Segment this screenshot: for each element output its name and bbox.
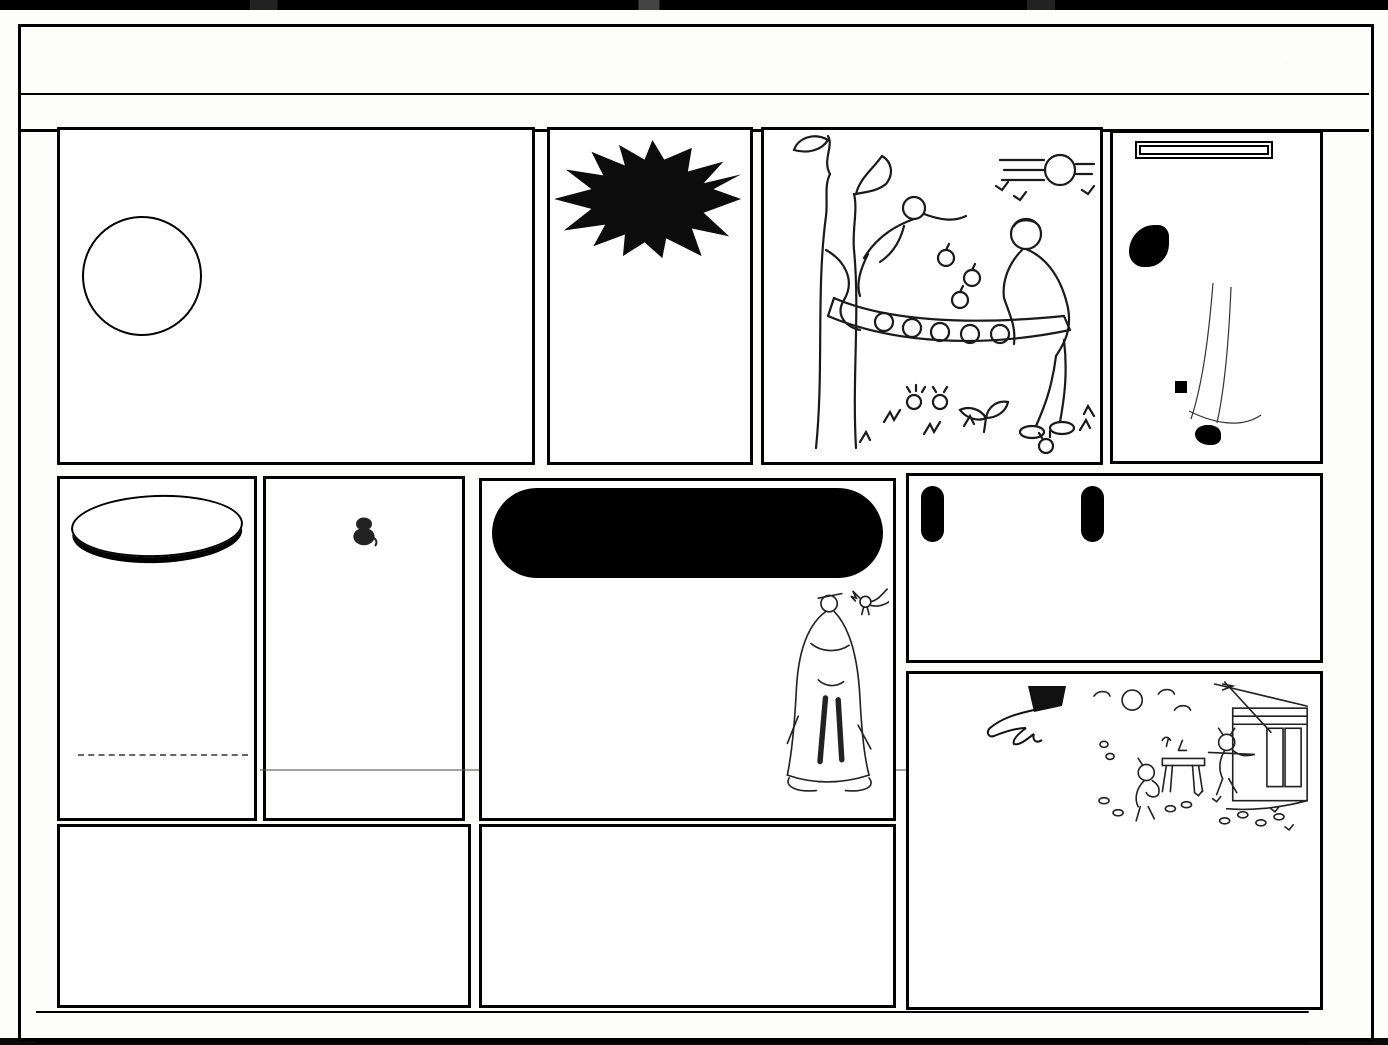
stat-row-2 bbox=[1209, 576, 1239, 577]
marksix-border-left bbox=[21, 128, 54, 1036]
ink-blob bbox=[1129, 225, 1169, 267]
text-wrap-spacer bbox=[1077, 770, 1315, 854]
monkey-scene-drawing bbox=[764, 130, 1100, 462]
xunmatu-title bbox=[1139, 145, 1269, 155]
starburst-shape bbox=[554, 138, 746, 262]
immortal-drawing bbox=[771, 585, 889, 811]
monkey-icon bbox=[349, 513, 379, 547]
recent-results-box bbox=[57, 824, 471, 1008]
bottom-declaration bbox=[36, 1011, 1309, 1043]
spirit-analysis-text bbox=[490, 599, 772, 813]
smudged-title bbox=[266, 486, 462, 500]
xunmatu-box bbox=[1110, 130, 1323, 464]
poem-box bbox=[263, 476, 465, 821]
marksix-border-right bbox=[1334, 128, 1367, 1036]
today-result-box bbox=[906, 473, 1323, 663]
hongkong-seal bbox=[82, 216, 202, 336]
eight-immortals-box bbox=[479, 824, 896, 1008]
scan-artifact-top bbox=[0, 0, 1388, 10]
pointing-hand-icon bbox=[975, 684, 1067, 748]
dashed-rule bbox=[78, 754, 248, 756]
jiehua-text bbox=[919, 770, 1315, 854]
total-open-badge bbox=[921, 486, 944, 542]
spirit-code-box bbox=[479, 478, 896, 821]
edition-label bbox=[1284, 56, 1290, 58]
masthead-box bbox=[57, 127, 535, 465]
starburst-title bbox=[550, 130, 750, 272]
monkey-tree-illustration bbox=[761, 127, 1103, 465]
tema-title bbox=[70, 492, 244, 560]
guess-label bbox=[72, 754, 248, 756]
picture-explain-box bbox=[906, 671, 1323, 1010]
special-open-badge bbox=[1081, 486, 1104, 542]
liuhe-lingma-box bbox=[547, 127, 753, 465]
current-special-box bbox=[57, 476, 257, 821]
scribble-lines bbox=[1183, 283, 1263, 433]
immortal-figure bbox=[771, 585, 889, 811]
spirit-title-banner bbox=[492, 488, 883, 578]
stat-row-1 bbox=[1209, 486, 1239, 487]
